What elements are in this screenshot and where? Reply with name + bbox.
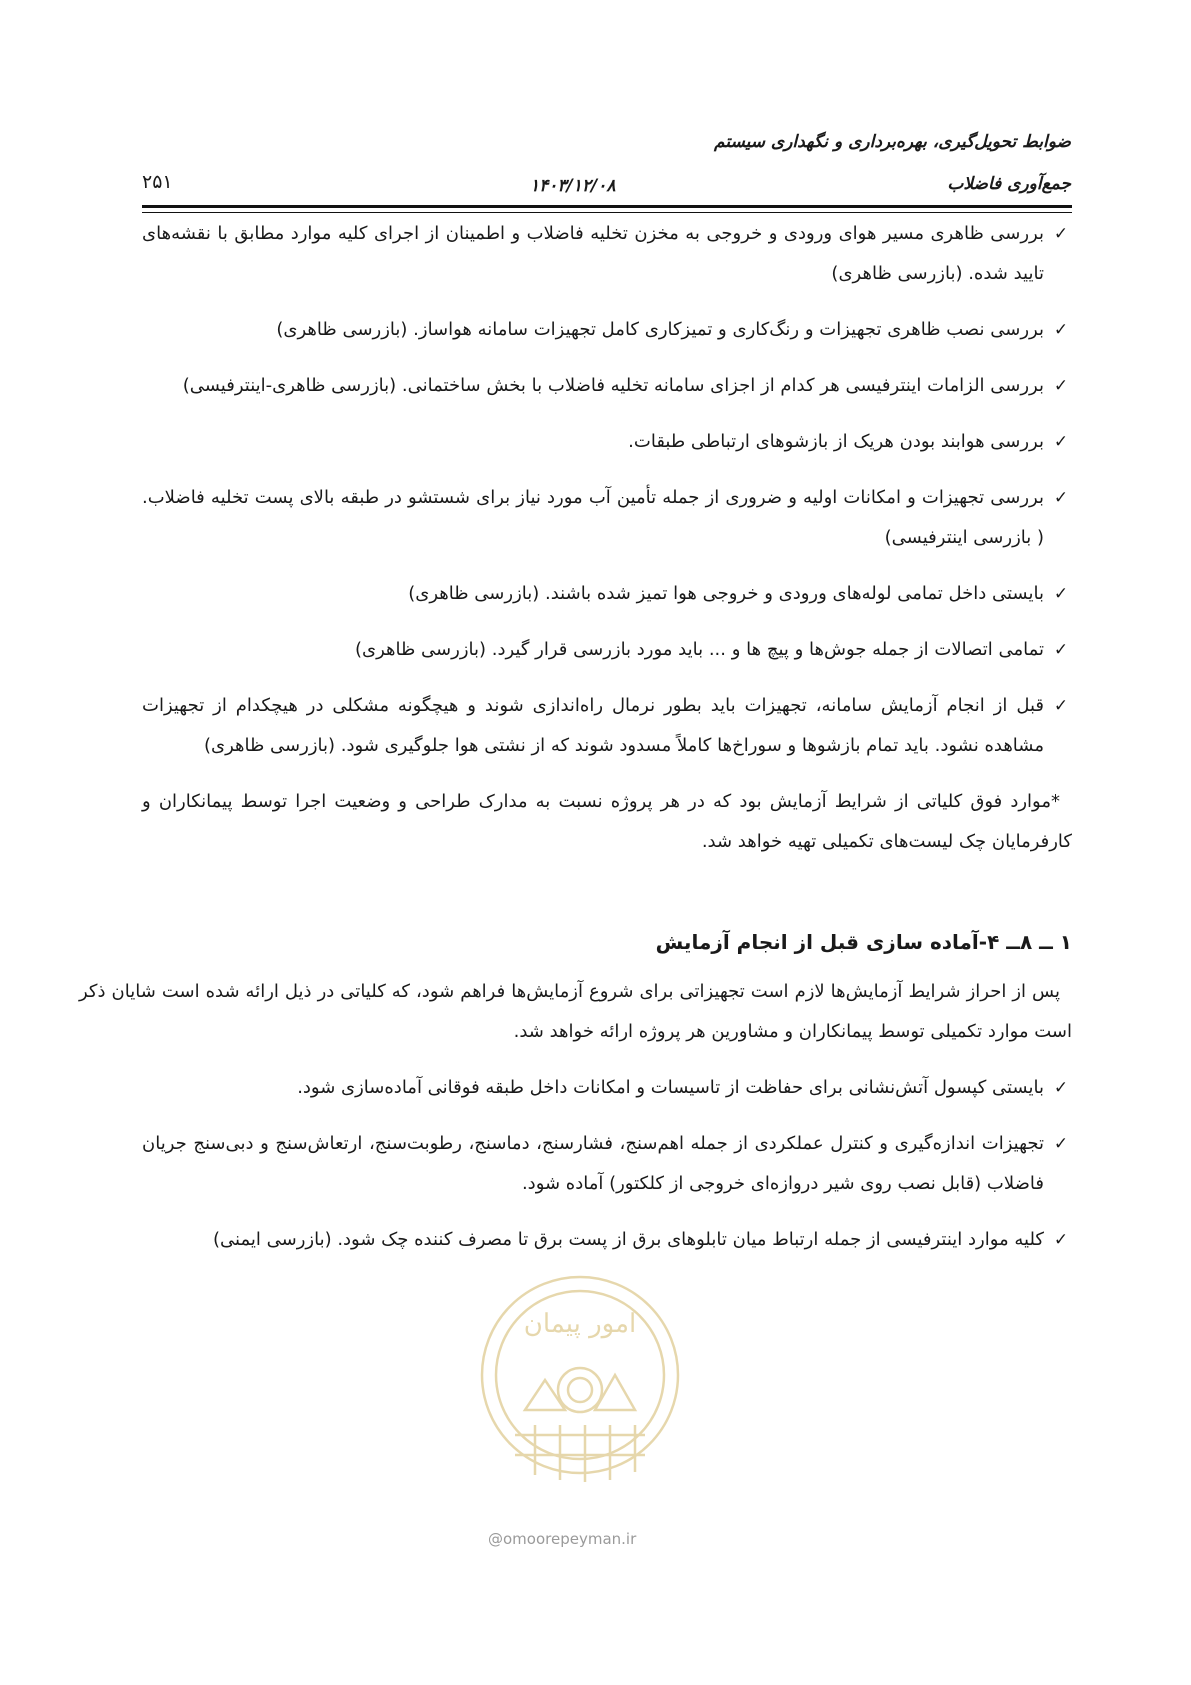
header-date: ۱۴۰۳/۱۲/۰۸ [530,176,616,196]
checklist-requirements [142,214,1072,766]
body-content [79,214,1072,1276]
list-item [142,310,1072,350]
check-icon: ✓ [1053,1078,1069,1098]
header-rule-thin [142,212,1072,213]
list-item-text: تجهیزات اندازه‌گیری و کنترل عملکردی از جمله اهم‌سنج، فشارسنج، دماسنج، رطوبت‌سنج، ارتعاش‌سنج و دبی‌سنج جریان فاضلاب (قابل نصب روی شیر دروازه‌ای خروجی از کلکتور) آماده شود. [142,1133,1044,1194]
header-title-line2: جمع‌آوری فاضلاب [947,174,1071,194]
list-item [142,686,1072,766]
check-icon: ✓ [1053,488,1069,508]
watermark-url: omoorepeyman.ir [503,1530,637,1548]
list-item [142,1068,1072,1108]
list-item [142,630,1072,670]
header-rule-thick [142,205,1072,208]
list-item-text: بررسی تجهیزات و امکانات اولیه و ضروری از جمله تأمین آب مورد نیاز برای شستشو در طبقه بالای پست تخلیه فاضلاب. ( بازرسی اینترفیسی) [142,487,1044,548]
check-icon: ✓ [1053,320,1069,340]
section-heading: ۱ ــ ۸ــ ۴-آماده سازی قبل از انجام آزمایش [655,930,1072,954]
header-title-line1: ضوابط تحویل‌گیری، بهره‌برداری و نگهداری سیستم [714,132,1071,152]
check-icon: ✓ [1053,1134,1069,1154]
watermark-text: @omoorepeyman.ir [488,1530,637,1548]
check-icon: ✓ [1053,696,1069,716]
section-intro: پس از احراز شرایط آزمایش‌ها لازم است تجهیزاتی برای شروع آزمایش‌ها فراهم شود، که کلیاتی در ذیل ارائه شده است شایان ذکر است موارد تکمیلی توسط پیمانکاران و مشاورین هر پروژه ارائه خواهد شد. [79,981,1072,1042]
check-icon: ✓ [1053,376,1069,396]
list-item-text: تمامی اتصالات از جمله جوش‌ها و پیچ ها و ... باید مورد بازرسی قرار گیرد. (بازرسی ظاهری) [354,639,1044,660]
list-item [142,366,1072,406]
note-paragraph: *موارد فوق کلیاتی از شرایط آزمایش بود که در هر پروژه نسبت به مدارک طراحی و وضعیت اجرا توسط پیمانکاران و کارفرمایان چک لیست‌های تکمیلی تهیه خواهد شد. [142,791,1072,852]
list-item-text: بایستی داخل تمامی لوله‌های ورودی و خروجی هوا تمیز شده باشند. (بازرسی ظاهری) [408,583,1044,604]
list-item-text: بررسی نصب ظاهری تجهیزات و رنگ‌کاری و تمیزکاری کامل تجهیزات سامانه هواساز. (بازرسی ظاهری) [276,319,1044,340]
check-icon: ✓ [1053,1230,1069,1250]
check-icon: ✓ [1053,432,1069,452]
watermark-logo-icon [475,1250,685,1500]
list-item-text: بررسی الزامات اینترفیسی هر کدام از اجزای سامانه تخلیه فاضلاب با بخش ساختمانی. (بازرسی ظاهری-اینترفیسی) [182,375,1044,396]
list-item-text: بررسی هوابند بودن هریک از بازشوهای ارتباطی طبقات. [628,431,1044,452]
list-item-text: قبل از انجام آزمایش سامانه، تجهیزات باید بطور نرمال راه‌اندازی شوند و هیچگونه مشکلی در هیچکدام از تجهیزات مشاهده نشود. باید تمام بازشوها و سوراخ‌ها کاملاً مسدود شوند که از نشتی هوا جلوگیری شود. (بازرسی ظاهری) [142,695,1044,756]
list-item [142,214,1072,294]
check-icon: ✓ [1053,640,1069,660]
list-item-text: کلیه موارد اینترفیسی از جمله ارتباط میان تابلوهای برق از پست برق تا مصرف کننده چک شود. (بازرسی ایمنی) [213,1229,1044,1250]
watermark-logo-text: امور پیمان [523,1309,637,1339]
list-item [142,1124,1072,1204]
list-item-text: بایستی کپسول آتش‌نشانی برای حفاظت از تاسیسات و امکانات داخل طبقه فوقانی آماده‌سازی شود. [297,1077,1044,1098]
list-item [142,574,1072,614]
list-item [142,478,1072,558]
list-item-text: بررسی ظاهری مسیر هوای ورودی و خروجی به مخزن تخلیه فاضلاب و اطمینان از اجرای کلیه موارد مطابق با نقشه‌های تایید شده. (بازرسی ظاهری) [142,223,1044,284]
checklist-preparation [142,1068,1072,1260]
page-number: ۲۵۱ [142,171,173,193]
check-icon: ✓ [1053,584,1069,604]
check-icon: ✓ [1053,224,1069,244]
list-item [142,422,1072,462]
